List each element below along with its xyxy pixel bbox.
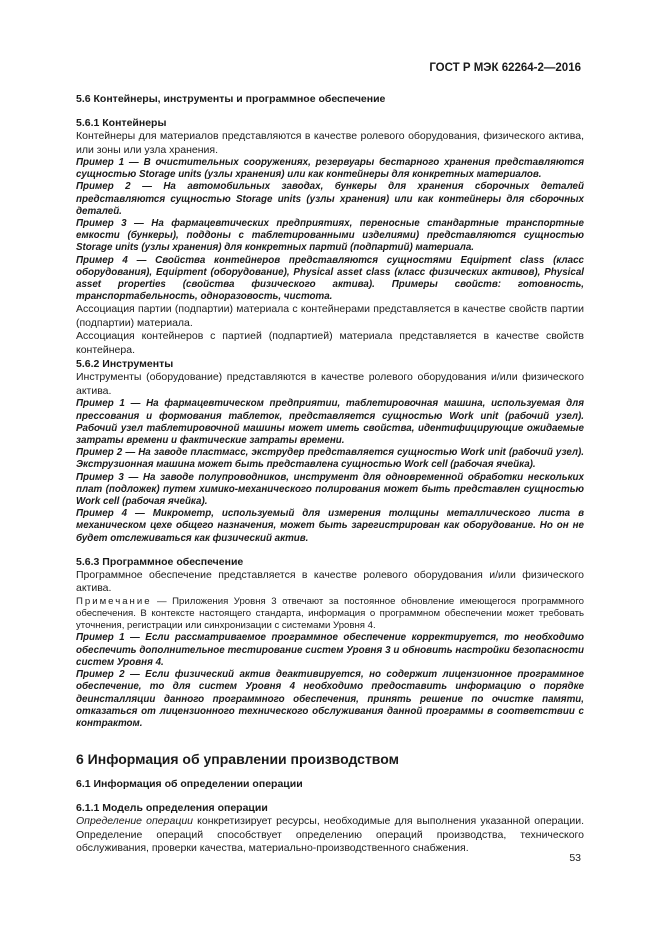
example-3: Пример 3 — На заводе полупроводников, инструмент для одновременной обработки нескольких плат (подложек) путем химико-механического полирования может быть представлен сущностью Work cell (рабочая ячейка). [76, 471, 584, 508]
example-2: Пример 2 — Если физический актив деактивируется, но содержит лицензионное программное обеспечение, то для систем Уровня 4 необходимо предоставить информацию о порядке деинсталляции данного программного обеспечения, принять решение по очистке памяти, отказаться от лицензионного технического обслуживания данной программы в соответствии с контрактом. [76, 669, 584, 729]
example-4: Пример 4 — Микрометр, используемый для измерения толщины металлического листа в механическом цехе общего назначения, может быть зарегистрирован как оборудование. Но он не будет отслеживаться как физический актив. [76, 508, 584, 544]
note [76, 596, 584, 633]
example-1: Пример 1 — В очистительных сооружениях, резервуары бестарного хранения представляются сущностью Storage units (узлы хранения) или как контейнеры для конкретных материалов. [76, 157, 584, 181]
section-6-1-title: 6.1 Информация об определении операции [76, 778, 303, 791]
example-2: Пример 2 — На заводе пластмасс, экструдер представляется сущностью Work unit (рабочий узел). Экструзионная машина может быть представлена сущностью Work cell (рабочая ячейка). [76, 447, 584, 471]
note-text: — Приложения Уровня 3 отвечают за постоянное обновление имеющегося программного обеспечения. В контексте настоящего стандарта, информация о программном обеспечении может требовать уточнения, регистрации или синхронизации с системами Уровня 4. [76, 595, 584, 632]
example-2: Пример 2 — На автомобильных заводах, бункеры для хранения сборочных деталей представляются сущностью Storage units (узлы хранения) или как контейнеры для сборочных деталей. [76, 181, 584, 217]
term-emphasis: Определение операции [76, 815, 194, 828]
paragraph-text: конкретизирует ресурсы, необходимые для выполнения указанной операции. Определение операций способствует определению операций производства, технического обслуживания, проверки качества, материально-производственного снабжения. [76, 815, 584, 855]
paragraph: Ассоциация партии (подпартии) материала с контейнерами представляется в качестве свойств партии (подпартии) материала. [76, 303, 584, 329]
paragraph: Инструменты (оборудование) представляются в качестве ролевого оборудования и/или физического актива. [76, 371, 584, 397]
section-5-6-1-title: 5.6.1 Контейнеры [76, 117, 167, 129]
section-6-1-1-title: 6.1.1 Модель определения операции [76, 802, 268, 815]
example-1: Пример 1 — На фармацевтическом предприятии, таблетировочная машина, используемая для прессования и формования таблеток, представляется сущностью Work unit (рабочий узел). Рабочий узел таблетировочной машины может иметь свойства, идентифицирующие ожидаемые затраты времени и фактические затраты времени. [76, 398, 584, 447]
paragraph: Программное обеспечение представляется в качестве ролевого оборудования и/или физического актива. [76, 568, 584, 595]
section-5-6-title: 5.6 Контейнеры, инструменты и программное обеспечение [76, 93, 386, 105]
note-label: Примечание [76, 595, 152, 607]
document-code: ГОСТ Р МЭК 62264-2—2016 [429, 62, 581, 74]
example-3: Пример 3 — На фармацевтических предприятиях, переносные стандартные транспортные емкости (бункеры), поддоны с таблетированными изделиями) представляются сущностью Storage units (узлы хранения) для конкретных партий (подпартий) материала. [76, 218, 584, 254]
paragraph: Контейнеры для материалов представляются в качестве ролевого оборудования, физического актива, или зоны или узла хранения. [76, 130, 584, 156]
example-1: Пример 1 — Если рассматриваемое программное обеспечение корректируется, то необходимо обеспечить дополнительное тестирование систем Уровня 3 и обновить настройки безопасности систем Уровня 4. [76, 632, 584, 668]
example-4: Пример 4 — Свойства контейнеров представляются сущностями Equipment class (класс оборудования), Equipment (оборудование), Physical asset class (класс физических активов), Physical asset properties (свойства физического актива). Примеры свойств: готовность, транспортабельность, одноразовость, чистота. [76, 254, 584, 303]
section-5-6-3-title: 5.6.3 Программное обеспечение [76, 555, 244, 568]
paragraph: Ассоциация контейнеров с партией (подпартией) материала представляется в качестве свойств контейнера. [76, 330, 584, 356]
page-number: 53 [569, 852, 581, 864]
page-body [76, 92, 584, 856]
section-5-6-2-title: 5.6.2 Инструменты [76, 358, 174, 371]
section-6-title: 6 Информация об управлении производством [76, 751, 399, 768]
paragraph [76, 815, 584, 856]
